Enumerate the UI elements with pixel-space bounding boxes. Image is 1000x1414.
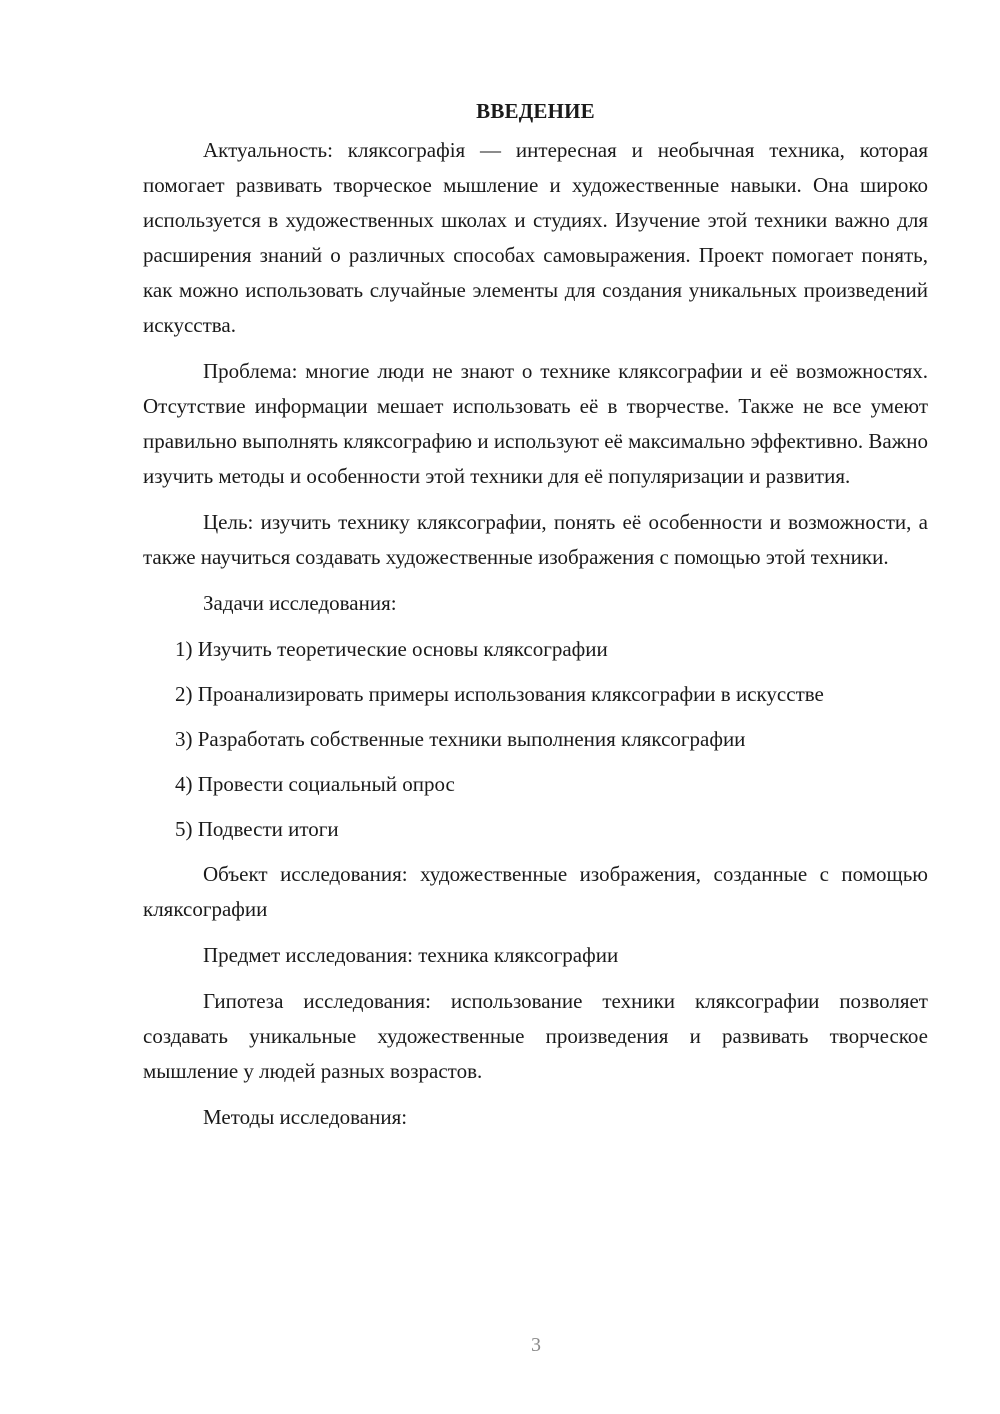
task-item: 1) Изучить теоретические основы кляксографии (175, 637, 608, 661)
page-title: ВВЕДЕНИЕ (476, 99, 595, 123)
task-item: 3) Разработать собственные техники выполнения кляксографии (175, 727, 746, 751)
problem-paragraph: Проблема: многие люди не знают о технике кляксографии и её возможностях. Отсутствие информации мешает использовать её в творчестве. Также не все умеют правильно выполнять кляксографию и используют её максимально эффективно. Важно изучить методы и особенности этой техники для её популяризации и развития. (143, 359, 928, 488)
relevance-paragraph: Актуальность: кляксографія — интересная и необычная техника, которая помогает развивать творческое мышление и художественные навыки. Она широко используется в художественных школах и студиях. Изучение этой техники важно для расширения знаний о различных способах самовыражения. Проект помогает понять, как можно использовать случайные элементы для создания уникальных произведений искусства. (143, 138, 928, 337)
task-item: 5) Подвести итоги (175, 817, 339, 841)
hypothesis-paragraph: Гипотеза исследования: использование техники кляксографии позволяет создавать уникальные художественные произведения и развивать творческое мышление у людей разных возрастов. (143, 989, 928, 1083)
methods-heading: Методы исследования: (203, 1105, 408, 1129)
page-content (143, 97, 928, 1146)
tasks-heading: Задачи исследования: (203, 591, 397, 615)
subject-paragraph: Предмет исследования: техника кляксографии (203, 943, 619, 967)
goal-paragraph: Цель: изучить технику кляксографии, понять её особенности и возможности, а также научиться создавать художественные изображения с помощью этой техники. (143, 510, 928, 569)
object-paragraph: Объект исследования: художественные изображения, созданные с помощью кляксографии (143, 862, 928, 921)
page-number: 3 (531, 1334, 541, 1356)
task-item: 2) Проанализировать примеры использования кляксографии в искусстве (175, 682, 824, 706)
task-item: 4) Провести социальный опрос (175, 772, 455, 796)
